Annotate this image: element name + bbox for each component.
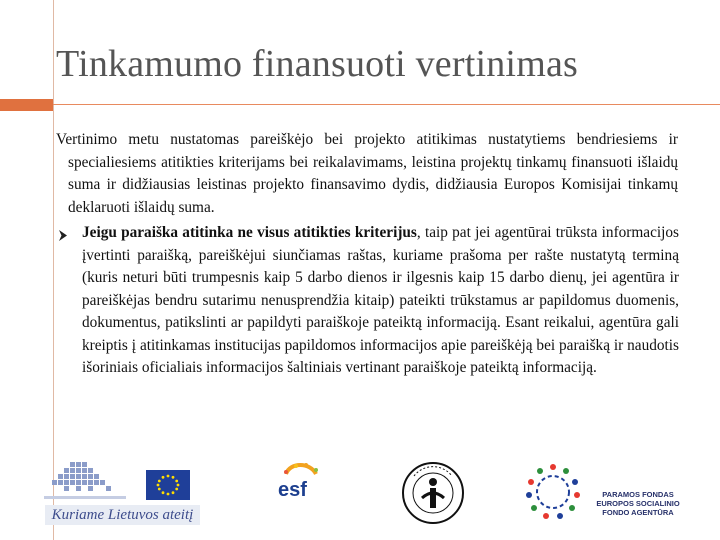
bullet-body-text: , taip pat jei agentūrai trūksta informacijos įvertinti paraišką, pareiškėjui siunčiamas raštas, kuriame prašoma per rašte nustatytą terminą (kuris neturi būti trumpesnis kaip 5 darbo dienos ir ilgesnis kaip 15 darbo dienų, jei agentūra ir pareiškėjas bendru sutarimu nenusprendžia kitaip) pateikti trūkstamus ar papildomus duomenis, dokumentus, patikslinti ar papildyti paraiškoje pateiktą informaciją. Esant reikalui, agentūra gali kreiptis į atitinkamas institucijas papildomos informacijos apie pareiškėją bei paraišką ir naudotis išoriniais oficialiais informacijos šaltiniais vertinant paraiškoje pateiktą informaciją.: [82, 224, 679, 376]
ministry-pixel-map-logo: [40, 458, 130, 504]
title-accent-block: [0, 99, 53, 111]
social-union-round-logo: [400, 458, 466, 528]
slide-title: Tinkamumo finansuoti vertinimas: [56, 43, 579, 85]
intro-paragraph: Vertinimo metu nustatomas pareiškėjo bei projekto atitikimas nustatytiems bendriesiems ir specialiesiems atitikties kriterijams bei reikalavimams, leistina projektų tinkamų finansuoti išlaidų suma ir didžiausias leistinas projekto finansavimo dydis, didžiausia Europos Komisijai tinkamų deklaruoti išlaidų suma.: [56, 131, 678, 216]
bullet-paragraph: [82, 222, 679, 380]
bullet-bold-text: Jeigu paraiška atitinka ne visus atitikties kriterijus: [82, 224, 417, 241]
fund-agency-name: [593, 490, 683, 517]
esf-text: esf: [278, 479, 307, 501]
title-underline-rule: [53, 104, 720, 105]
fund-line-3: FONDO AGENTŪRA: [602, 508, 674, 517]
fund-line-1: PARAMOS FONDAS: [602, 490, 674, 499]
esf-logo: [272, 460, 326, 506]
kuriame-slogan: Kuriame Lietuvos ateitį: [45, 505, 200, 525]
fund-line-2: EUROPOS SOCIALINIO: [596, 499, 680, 508]
eu-flag-logo: [146, 470, 190, 500]
arrow-bullet-icon: [58, 230, 68, 241]
ring-of-figures-logo: [520, 462, 586, 522]
